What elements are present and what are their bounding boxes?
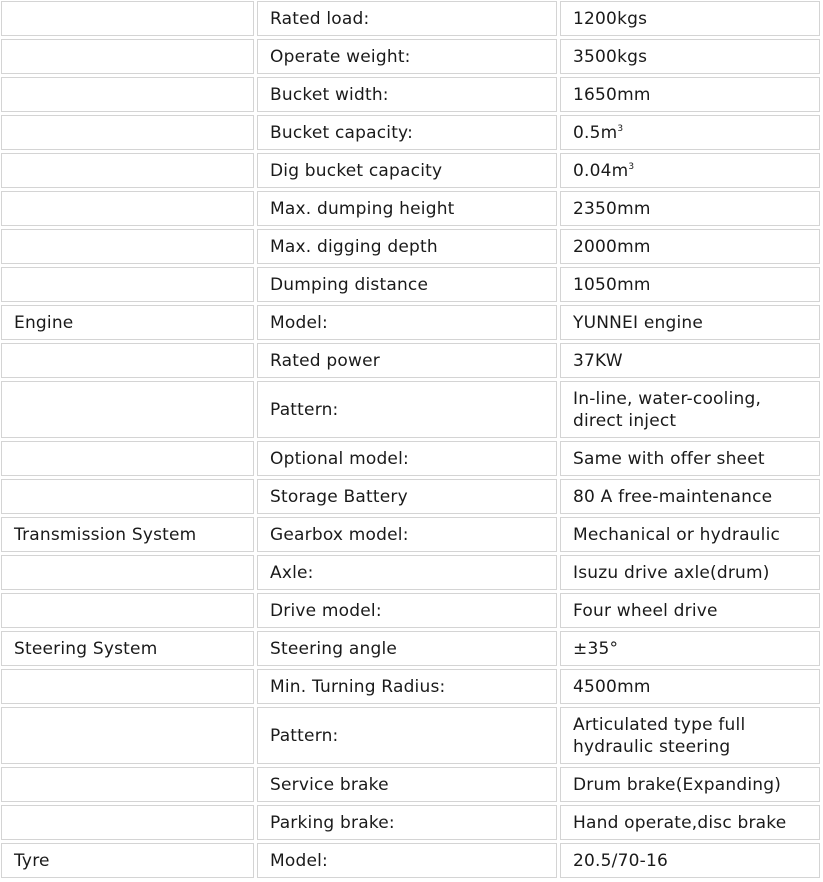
spec-value-text: ±35°: [573, 638, 619, 659]
table-row: [1, 153, 820, 188]
spec-value-cell: [560, 707, 820, 764]
table-row: [1, 555, 820, 590]
unit-superscript: 3: [628, 161, 635, 172]
spec-value-cell: [560, 267, 820, 302]
spec-value-cell: [560, 843, 820, 878]
spec-value-text: 1650mm: [573, 84, 651, 105]
table-row: [1, 305, 820, 340]
spec-value-cell: [560, 343, 820, 378]
spec-value-text: 20.5/70-16: [573, 850, 668, 871]
category-cell: Engine: [1, 305, 254, 340]
table-row: [1, 843, 820, 878]
spec-value-text: 0.04m: [573, 160, 629, 181]
spec-value-text: 0.5m: [573, 122, 618, 143]
category-cell: [1, 343, 254, 378]
spec-label-cell: Drive model:: [257, 593, 557, 628]
spec-value-text: Mechanical or hydraulic: [573, 524, 781, 545]
spec-value-text: 37KW: [573, 350, 623, 371]
spec-label-cell: Max. digging depth: [257, 229, 557, 264]
spec-label-cell: Dumping distance: [257, 267, 557, 302]
category-cell: Transmission System: [1, 517, 254, 552]
category-cell: [1, 555, 254, 590]
category-cell: [1, 707, 254, 764]
table-row: [1, 707, 820, 764]
table-row: [1, 381, 820, 438]
table-row: [1, 805, 820, 840]
category-cell: [1, 593, 254, 628]
spec-value-text: 3500kgs: [573, 46, 648, 67]
spec-value-cell: [560, 517, 820, 552]
spec-value-cell: [560, 593, 820, 628]
category-cell: [1, 115, 254, 150]
spec-value-cell: [560, 441, 820, 476]
table-row: [1, 479, 820, 514]
category-cell: [1, 39, 254, 74]
spec-label-cell: Parking brake:: [257, 805, 557, 840]
spec-value-cell: [560, 305, 820, 340]
category-cell: [1, 229, 254, 264]
spec-value-text: Drum brake(Expanding): [573, 774, 782, 795]
table-row: [1, 39, 820, 74]
spec-value-cell: [560, 631, 820, 666]
spec-table-body: [1, 1, 820, 878]
category-cell: [1, 441, 254, 476]
spec-value-text: 80 A free-maintenance: [573, 486, 773, 507]
spec-value-text: Hand operate,disc brake: [573, 812, 787, 833]
category-cell: [1, 479, 254, 514]
spec-label-cell: Steering angle: [257, 631, 557, 666]
table-row: [1, 631, 820, 666]
category-cell: [1, 191, 254, 226]
table-row: [1, 267, 820, 302]
category-cell: Steering System: [1, 631, 254, 666]
spec-value-cell: [560, 555, 820, 590]
category-cell: [1, 381, 254, 438]
spec-label-cell: Gearbox model:: [257, 517, 557, 552]
spec-label-cell: Bucket width:: [257, 77, 557, 112]
category-cell: [1, 767, 254, 802]
category-cell: [1, 77, 254, 112]
spec-value-cell: [560, 77, 820, 112]
spec-value-cell: [560, 39, 820, 74]
spec-value-cell: [560, 805, 820, 840]
category-cell: [1, 805, 254, 840]
spec-value-text: 2000mm: [573, 236, 651, 257]
table-row: [1, 77, 820, 112]
table-row: [1, 343, 820, 378]
spec-label-cell: Max. dumping height: [257, 191, 557, 226]
table-row: [1, 517, 820, 552]
spec-value-text: Articulated type full hydraulic steering: [573, 714, 746, 757]
spec-label-cell: Model:: [257, 843, 557, 878]
spec-value-cell: [560, 115, 820, 150]
table-row: [1, 191, 820, 226]
spec-value-text: Same with offer sheet: [573, 448, 765, 469]
spec-value-cell: [560, 479, 820, 514]
category-cell: Tyre: [1, 843, 254, 878]
spec-value-text: 1050mm: [573, 274, 651, 295]
table-row: [1, 669, 820, 704]
spec-value-cell: [560, 153, 820, 188]
spec-value-text: Four wheel drive: [573, 600, 718, 621]
spec-value-cell: [560, 191, 820, 226]
table-row: [1, 115, 820, 150]
spec-value-text: 2350mm: [573, 198, 651, 219]
spec-value-cell: [560, 229, 820, 264]
unit-superscript: 3: [617, 123, 624, 134]
spec-value-cell: [560, 669, 820, 704]
spec-label-cell: Optional model:: [257, 441, 557, 476]
spec-label-cell: Pattern:: [257, 707, 557, 764]
table-row: [1, 229, 820, 264]
table-row: [1, 1, 820, 36]
spec-label-cell: Storage Battery: [257, 479, 557, 514]
spec-label-cell: Operate weight:: [257, 39, 557, 74]
spec-label-cell: Min. Turning Radius:: [257, 669, 557, 704]
spec-label-cell: Axle:: [257, 555, 557, 590]
spec-value-cell: [560, 381, 820, 438]
spec-label-cell: Service brake: [257, 767, 557, 802]
spec-label-cell: Pattern:: [257, 381, 557, 438]
category-cell: [1, 1, 254, 36]
spec-value-text: 1200kgs: [573, 8, 648, 29]
spec-value-text: In-line, water-cooling, direct inject: [573, 388, 762, 431]
spec-label-cell: Rated load:: [257, 1, 557, 36]
spec-value-text: Isuzu drive axle(drum): [573, 562, 770, 583]
table-row: [1, 593, 820, 628]
spec-value-text: YUNNEI engine: [573, 312, 704, 333]
category-cell: [1, 669, 254, 704]
spec-value-text: 4500mm: [573, 676, 651, 697]
spec-value-cell: [560, 767, 820, 802]
category-cell: [1, 153, 254, 188]
spec-label-cell: Model:: [257, 305, 557, 340]
spec-label-cell: Bucket capacity:: [257, 115, 557, 150]
category-cell: [1, 267, 254, 302]
table-row: [1, 767, 820, 802]
table-row: [1, 441, 820, 476]
spec-label-cell: Rated power: [257, 343, 557, 378]
spec-value-cell: [560, 1, 820, 36]
spec-label-cell: Dig bucket capacity: [257, 153, 557, 188]
